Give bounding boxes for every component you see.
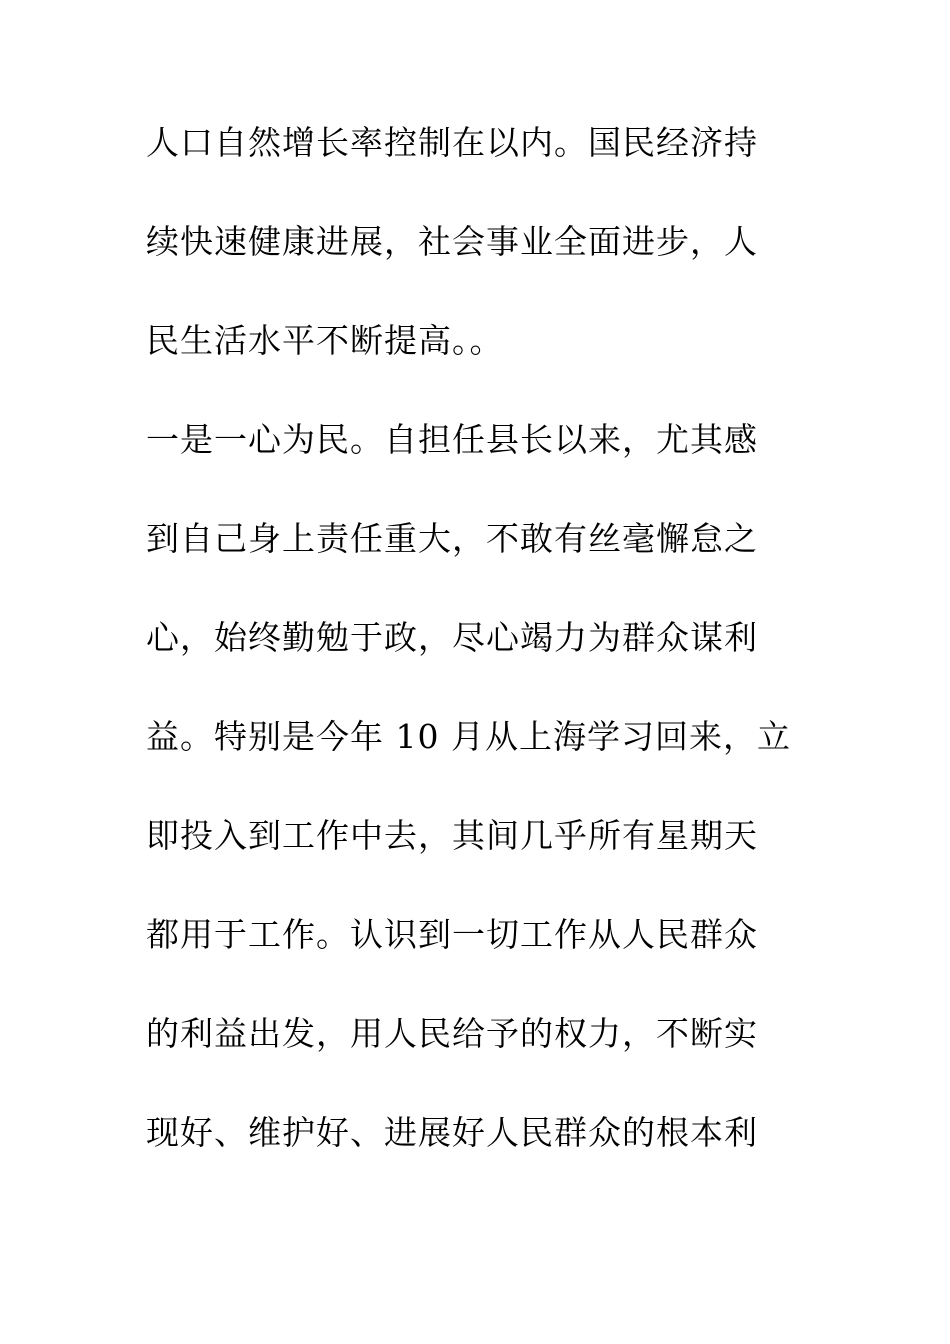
text-line: 的利益出发，用人民给予的权力，不断实 [146,1014,758,1053]
body-text [146,123,826,1215]
text-line: 益。特别是今年 10 月从上海学习回来，立 [146,717,791,756]
text-line: 心，始终勤勉于政，尽心竭力为群众谋利 [146,618,758,657]
text-line: 都用于工作。认识到一切工作从人民群众 [146,915,758,954]
text-line: 续快速健康进展，社会事业全面进步，人 [146,222,758,261]
text-line: 一是一心为民。自担任县长以来，尤其感 [146,420,758,459]
text-line: 民生活水平不断提高。。 [146,321,504,360]
text-line: 人口自然增长率控制在以内。国民经济持 [146,123,758,162]
text-line: 即投入到工作中去，其间几乎所有星期天 [146,816,758,855]
text-line: 到自己身上责任重大，不敢有丝毫懈怠之 [146,519,758,558]
text-line: 现好、维护好、进展好人民群众的根本利 [146,1113,758,1152]
